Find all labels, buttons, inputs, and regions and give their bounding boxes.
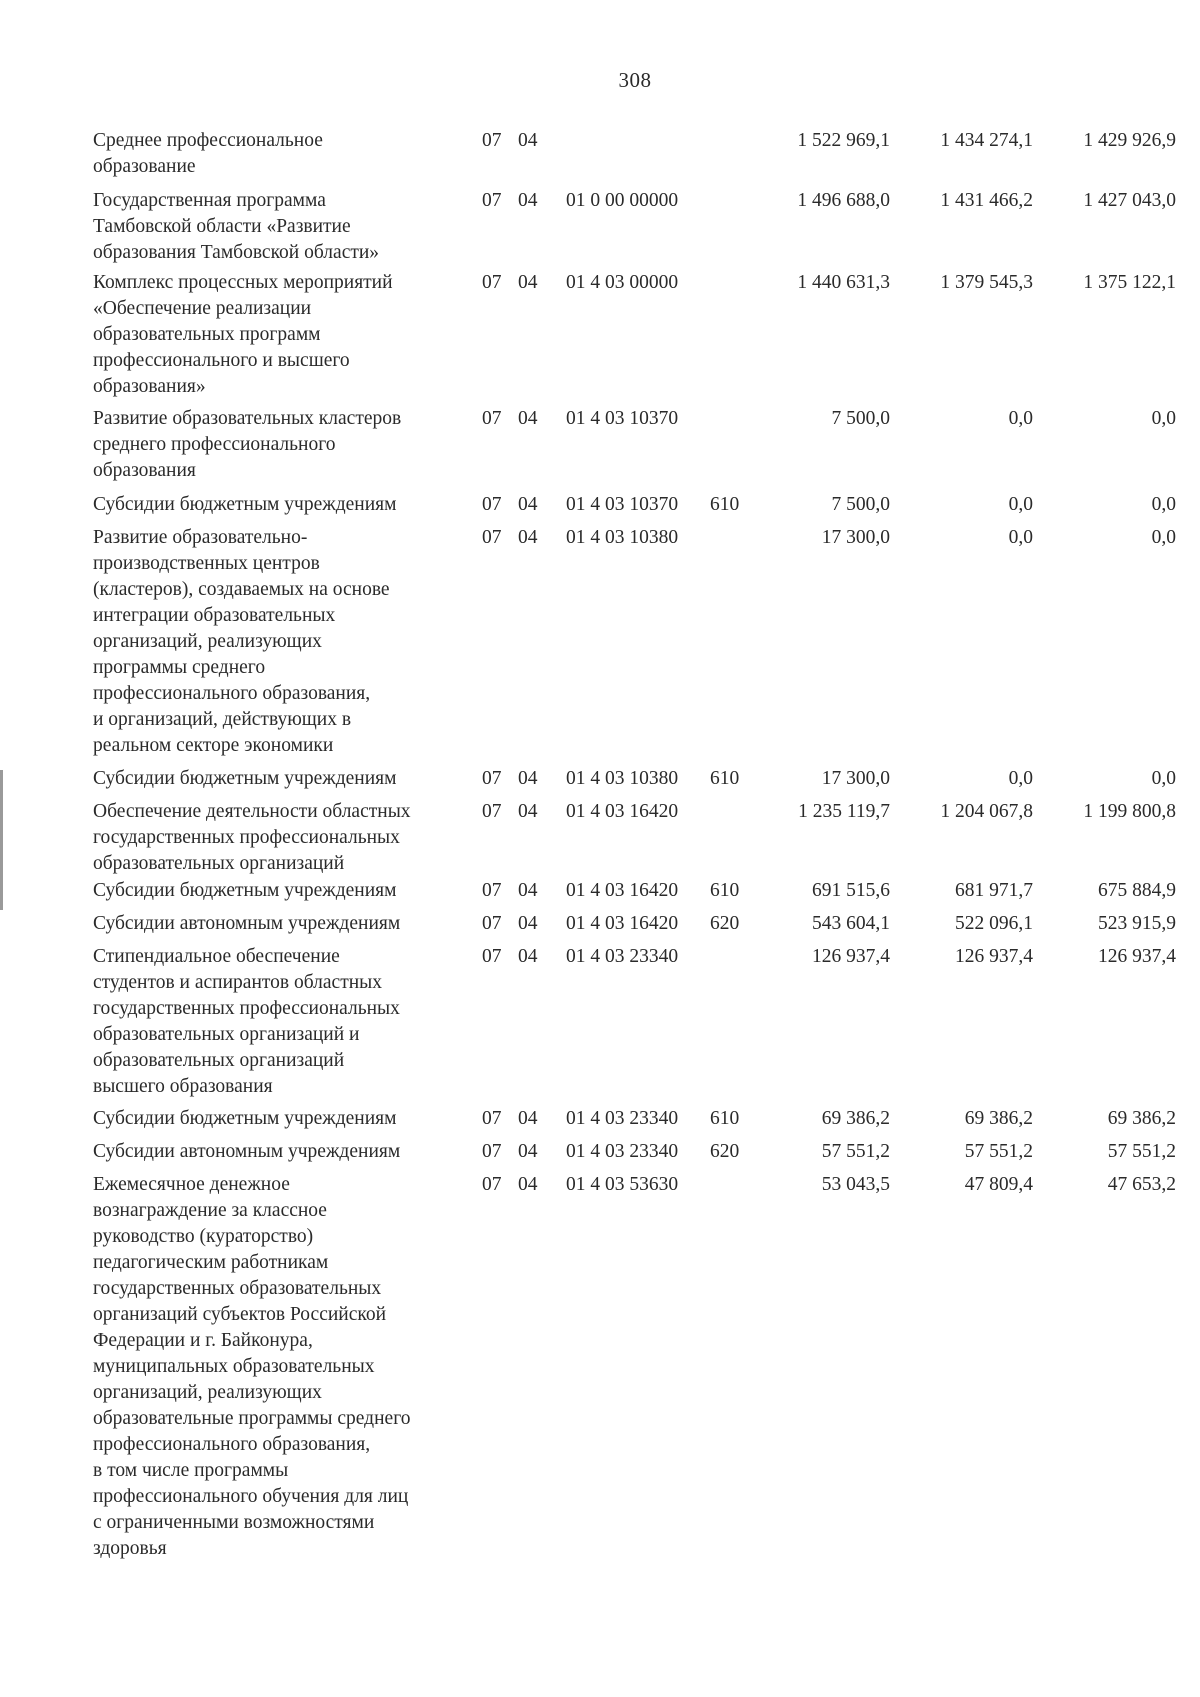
- row-section: 07: [482, 768, 502, 789]
- row-amount-year2: 1 434 274,1: [940, 130, 1033, 151]
- row-subsection: 04: [518, 880, 538, 901]
- row-amount-year3: 523 915,9: [1098, 913, 1176, 934]
- row-amount-year1: 1 235 119,7: [798, 801, 890, 822]
- row-subsection: 04: [518, 946, 538, 967]
- row-section: 07: [482, 408, 502, 429]
- row-name: Субсидии бюджетным учреждениям: [93, 1108, 397, 1129]
- row-target-code: 01 4 03 23340: [566, 1108, 679, 1129]
- row-expense-type: 610: [710, 1108, 740, 1129]
- row-amount-year2: 0,0: [1008, 768, 1033, 789]
- row-subsection: 04: [518, 1174, 538, 1195]
- row-subsection: 04: [518, 913, 538, 934]
- row-amount-year3: 57 551,2: [1107, 1141, 1176, 1162]
- row-amount-year1: 69 386,2: [821, 1108, 890, 1129]
- row-name: Развитие образовательных кластеров среднего профессионального образования: [93, 408, 402, 481]
- row-amount-year1: 53 043,5: [821, 1174, 890, 1195]
- scan-edge-mark: [0, 770, 3, 910]
- row-amount-year3: 0,0: [1151, 494, 1176, 515]
- row-section: 07: [482, 1174, 502, 1195]
- row-amount-year1: 691 515,6: [812, 880, 890, 901]
- row-amount-year1: 126 937,4: [812, 946, 890, 967]
- row-amount-year3: 0,0: [1151, 408, 1176, 429]
- row-subsection: 04: [518, 768, 538, 789]
- row-section: 07: [482, 130, 502, 151]
- row-name: Государственная программа Тамбовской области «Развитие образования Тамбовской области»: [93, 190, 380, 263]
- row-subsection: 04: [518, 272, 538, 293]
- row-subsection: 04: [518, 801, 538, 822]
- row-amount-year1: 57 551,2: [821, 1141, 890, 1162]
- row-amount-year1: 17 300,0: [821, 527, 890, 548]
- row-section: 07: [482, 1108, 502, 1129]
- row-amount-year3: 1 199 800,8: [1083, 801, 1176, 822]
- row-amount-year2: 126 937,4: [955, 946, 1033, 967]
- page-number: 308: [618, 68, 652, 92]
- row-target-code: 01 4 03 23340: [566, 1141, 679, 1162]
- row-name: Ежемесячное денежное вознаграждение за классное руководство (кураторство) педагогическим работникам государственных образовательных организаций субъектов Российской Федерации и г. Байконура, муниципальных образовательных организаций, реализующих образовательные программы среднего профессионального образования, в том числе программы профессионального обучения для лиц с ограниченными возможностями здоровья: [93, 1174, 411, 1559]
- row-amount-year3: 126 937,4: [1098, 946, 1176, 967]
- row-subsection: 04: [518, 494, 538, 515]
- row-amount-year3: 1 375 122,1: [1083, 272, 1176, 293]
- row-amount-year2: 522 096,1: [955, 913, 1033, 934]
- row-name: Субсидии бюджетным учреждениям: [93, 768, 397, 789]
- row-target-code: 01 4 03 10370: [566, 408, 679, 429]
- row-section: 07: [482, 801, 502, 822]
- row-target-code: 01 4 03 10380: [566, 768, 679, 789]
- row-name: Субсидии автономным учреждениям: [93, 1141, 401, 1162]
- row-name: Субсидии автономным учреждениям: [93, 913, 401, 934]
- row-section: 07: [482, 946, 502, 967]
- row-amount-year1: 543 604,1: [812, 913, 890, 934]
- row-amount-year2: 0,0: [1008, 527, 1033, 548]
- row-amount-year3: 69 386,2: [1107, 1108, 1176, 1129]
- row-subsection: 04: [518, 190, 538, 211]
- row-target-code: 01 4 03 16420: [566, 801, 679, 822]
- row-amount-year2: 0,0: [1008, 494, 1033, 515]
- row-subsection: 04: [518, 130, 538, 151]
- row-amount-year1: 1 440 631,3: [797, 272, 890, 293]
- row-amount-year2: 0,0: [1008, 408, 1033, 429]
- row-target-code: 01 4 03 10380: [566, 527, 679, 548]
- row-expense-type: 620: [710, 913, 740, 934]
- row-amount-year2: 57 551,2: [964, 1141, 1033, 1162]
- row-section: 07: [482, 527, 502, 548]
- row-amount-year3: 1 427 043,0: [1083, 190, 1176, 211]
- row-expense-type: 620: [710, 1141, 740, 1162]
- row-amount-year1: 7 500,0: [831, 408, 890, 429]
- row-subsection: 04: [518, 527, 538, 548]
- row-target-code: 01 4 03 23340: [566, 946, 679, 967]
- row-amount-year2: 1 379 545,3: [940, 272, 1033, 293]
- row-target-code: 01 4 03 16420: [566, 913, 679, 934]
- row-amount-year3: 1 429 926,9: [1083, 130, 1176, 151]
- row-amount-year2: 69 386,2: [964, 1108, 1033, 1129]
- row-section: 07: [482, 494, 502, 515]
- row-amount-year3: 47 653,2: [1107, 1174, 1176, 1195]
- row-name: Среднее профессиональное образование: [93, 130, 323, 177]
- row-expense-type: 610: [710, 494, 740, 515]
- row-target-code: 01 4 03 53630: [566, 1174, 679, 1195]
- row-amount-year1: 1 522 969,1: [797, 130, 890, 151]
- row-name: Субсидии бюджетным учреждениям: [93, 494, 397, 515]
- row-target-code: 01 0 00 00000: [566, 190, 679, 211]
- row-section: 07: [482, 272, 502, 293]
- row-amount-year1: 7 500,0: [831, 494, 890, 515]
- row-expense-type: 610: [710, 880, 740, 901]
- row-section: 07: [482, 1141, 502, 1162]
- row-amount-year1: 1 496 688,0: [797, 190, 890, 211]
- row-target-code: 01 4 03 00000: [566, 272, 679, 293]
- row-subsection: 04: [518, 408, 538, 429]
- row-amount-year2: 681 971,7: [955, 880, 1033, 901]
- row-name: Комплекс процессных мероприятий «Обеспечение реализации образовательных программ профессионального и высшего образования»: [93, 272, 393, 397]
- row-amount-year3: 0,0: [1151, 768, 1176, 789]
- row-section: 07: [482, 190, 502, 211]
- row-amount-year1: 17 300,0: [821, 768, 890, 789]
- row-name: Субсидии бюджетным учреждениям: [93, 880, 397, 901]
- row-subsection: 04: [518, 1141, 538, 1162]
- row-amount-year2: 47 809,4: [964, 1174, 1033, 1195]
- row-expense-type: 610: [710, 768, 740, 789]
- row-name: Стипендиальное обеспечение студентов и аспирантов областных государственных профессиональных образовательных организаций и образовательных организаций высшего образования: [93, 946, 400, 1097]
- row-amount-year3: 675 884,9: [1098, 880, 1176, 901]
- row-section: 07: [482, 913, 502, 934]
- row-amount-year2: 1 431 466,2: [940, 190, 1033, 211]
- row-amount-year2: 1 204 067,8: [940, 801, 1033, 822]
- row-target-code: 01 4 03 16420: [566, 880, 679, 901]
- row-name: Развитие образовательно- производственных центров (кластеров), создаваемых на основе интеграции образовательных организаций, реализующих программы среднего профессионального образования, и организаций, действующих в реальном секторе экономики: [93, 527, 390, 756]
- row-amount-year3: 0,0: [1151, 527, 1176, 548]
- row-section: 07: [482, 880, 502, 901]
- row-subsection: 04: [518, 1108, 538, 1129]
- row-name: Обеспечение деятельности областных государственных профессиональных образовательных организаций: [93, 801, 411, 874]
- row-target-code: 01 4 03 10370: [566, 494, 679, 515]
